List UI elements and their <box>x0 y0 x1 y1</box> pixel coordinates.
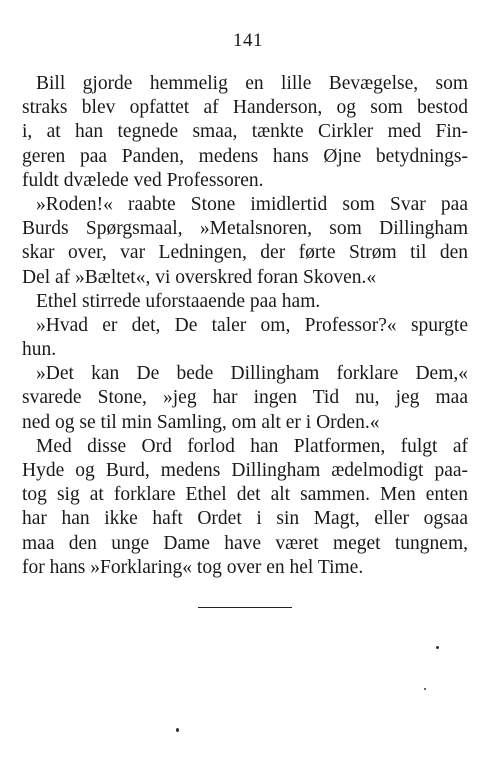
scan-speck <box>436 646 439 649</box>
text-line: »Roden!« raabte Stone imidlertid som Svar paa <box>36 193 468 215</box>
text-line: ned og se til min Samling, om alt er i Orden.« <box>22 411 380 433</box>
text-line: maa den unge Dame have været meget tungnem, <box>22 532 468 554</box>
body-text <box>22 72 468 580</box>
section-divider <box>198 607 292 608</box>
text-line: geren paa Panden, medens hans Øjne betydnings- <box>22 145 468 167</box>
text-line: svarede Stone, »jeg har ingen Tid nu, jeg maa <box>22 387 468 409</box>
text-line: Del af »Bæltet«, vi overskred foran Skoven.« <box>22 266 377 288</box>
text-line: skar over, var Ledningen, der førte Strøm til den <box>22 242 468 264</box>
text-line: tog sig at forklare Ethel det alt sammen. Men enten <box>22 484 468 506</box>
text-line: Burds Spørgsmaal, »Metalsnoren, som Dillingham <box>22 218 468 240</box>
text-line: »Hvad er det, De taler om, Professor?« spurgte <box>36 314 468 336</box>
text-line: Hyde og Burd, medens Dillingham ædelmodigt paa- <box>22 460 468 481</box>
text-line: har han ikke haft Ordet i sin Magt, eller ogsaa <box>22 508 468 530</box>
text-line: hun. <box>22 339 57 361</box>
text-line: for hans »Forklaring« tog over en hel Time. <box>22 556 364 578</box>
text-line: »Det kan De bede Dillingham forklare Dem,« <box>36 363 468 385</box>
text-line: Ethel stirrede uforstaaende paa ham. <box>36 290 321 312</box>
text-line: i, at han tegnede smaa, tænkte Cirkler med Fin- <box>22 121 468 143</box>
text-line: fuldt dvælede ved Professoren. <box>22 169 264 191</box>
text-line: Bill gjorde hemmelig en lille Bevægelse, som <box>36 73 468 94</box>
scan-speck <box>176 728 179 732</box>
text-line: straks blev opfattet af Handerson, og som bestod <box>22 97 468 119</box>
scan-speck <box>424 688 426 690</box>
text-line: Med disse Ord forlod han Platformen, fulgt af <box>36 435 468 457</box>
page-number: 141 <box>233 30 263 51</box>
